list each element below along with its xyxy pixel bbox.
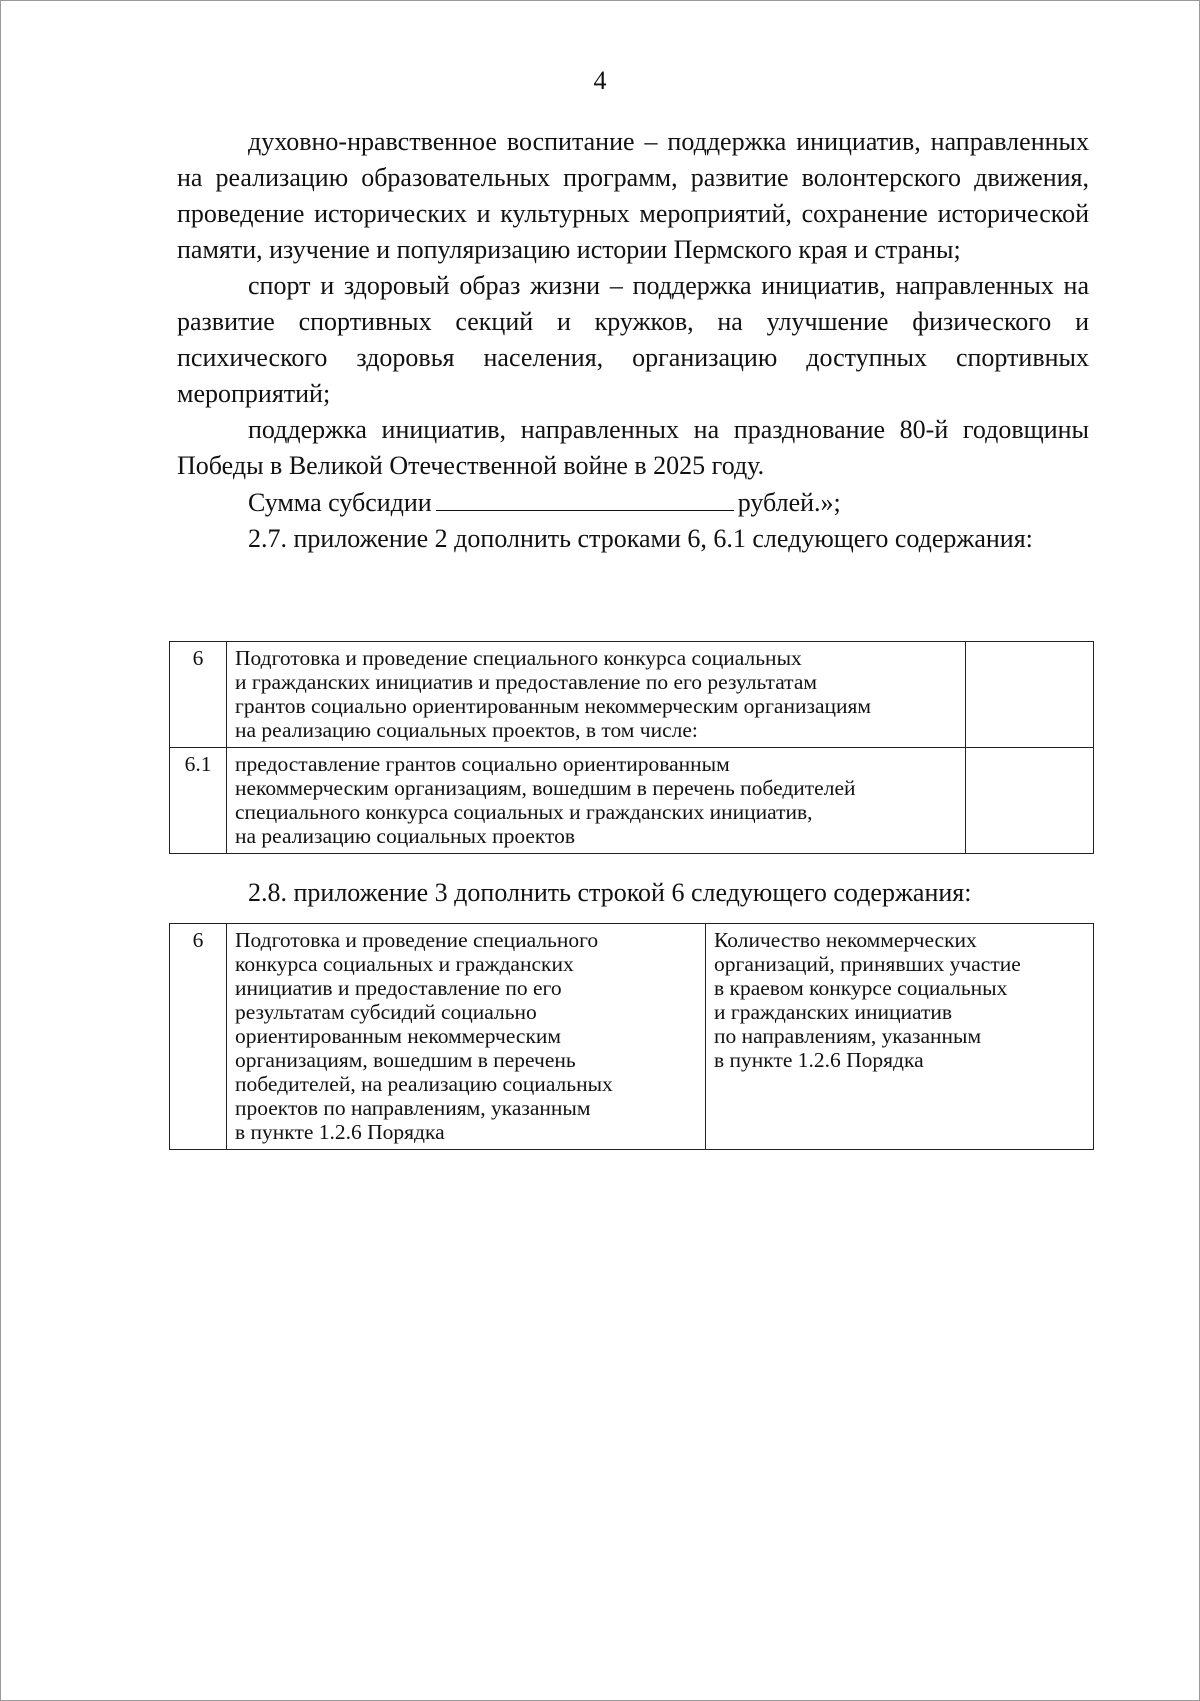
page-number: 4 (593, 66, 607, 95)
table-row (170, 924, 1094, 1150)
indicator-line: в пункте 1.2.6 Порядка (714, 1048, 924, 1072)
description-line: и гражданских инициатив и предоставление по его результатам (235, 670, 817, 694)
body-text-top (177, 124, 1089, 557)
paragraph-appendix-2: 2.7. приложение 2 дополнить строками 6, 6.1 следующего содержания: (248, 524, 1033, 553)
description-line: некоммерческим организациям, вошедшим в перечень победителей (235, 776, 856, 800)
table-row (170, 642, 1094, 748)
description-line: ориентированным некоммерческим (235, 1024, 562, 1048)
description-line: в пункте 1.2.6 Порядка (235, 1120, 445, 1144)
paragraph-subsidy-amount (177, 484, 1089, 521)
row-number: 6 (170, 924, 227, 1150)
table-row (170, 748, 1094, 854)
description-line: организациям, вошедшим в перечень (235, 1048, 576, 1072)
row-description (227, 642, 966, 748)
row-description (227, 748, 966, 854)
description-line: инициатив и предоставление по его (235, 976, 562, 1000)
subsidy-amount-blank (436, 484, 734, 511)
row-description (227, 924, 706, 1150)
paragraph-victory-anniversary: поддержка инициатив, направленных на празднование 80-й годовщины Победы в Великой Отечественной войне в 2025 году. (177, 415, 1089, 480)
subsidy-currency: рублей.»; (737, 488, 841, 517)
indicator-line: организаций, принявших участие (714, 952, 1021, 976)
paragraph-appendix-3: 2.8. приложение 3 дополнить строкой 6 следующего содержания: (248, 878, 972, 907)
paragraph-sport: спорт и здоровый образ жизни – поддержка инициатив, направленных на развитие спортивных секций и кружков, на улучшение физического и психического здоровья населения, организацию доступных спортивных мероприятий; (177, 271, 1089, 408)
indicator-line: по направлениям, указанным (714, 1024, 982, 1048)
row-empty-cell (966, 642, 1094, 748)
table-appendix-3-row (169, 923, 1094, 1150)
subsidy-label: Сумма субсидии (248, 488, 432, 517)
indicator-line: и гражданских инициатив (714, 1000, 953, 1024)
description-line: грантов социально ориентированным некоммерческим организациям (235, 694, 872, 718)
description-line: Подготовка и проведение специального (235, 928, 599, 952)
row-number: 6 (170, 642, 227, 748)
row-indicator (706, 924, 1094, 1150)
row-number: 6.1 (170, 748, 227, 854)
description-line: Подготовка и проведение специального конкурса социальных (235, 646, 802, 670)
table-appendix-2-rows (169, 641, 1094, 854)
description-line: предоставление грантов социально ориентированным (235, 752, 730, 776)
description-line: проектов по направлениям, указанным (235, 1096, 591, 1120)
indicator-line: в краевом конкурсе социальных (714, 976, 1008, 1000)
description-line: победителей, на реализацию социальных (235, 1072, 613, 1096)
row-empty-cell (966, 748, 1094, 854)
description-line: конкурса социальных и гражданских (235, 952, 574, 976)
description-line: на реализацию социальных проектов, в том числе: (235, 718, 698, 742)
description-line: специального конкурса социальных и гражданских инициатив, (235, 800, 813, 824)
description-line: на реализацию социальных проектов (235, 824, 576, 848)
indicator-line: Количество некоммерческих (714, 928, 977, 952)
description-line: результатам субсидий социально (235, 1000, 537, 1024)
paragraph-spiritual-education: духовно-нравственное воспитание – поддержка инициатив, направленных на реализацию образовательных программ, развитие волонтерского движения, проведение исторических и культурных мероприятий, сохранение исторической памяти, изучение и популяризацию истории Пермского края и страны; (177, 127, 1089, 264)
